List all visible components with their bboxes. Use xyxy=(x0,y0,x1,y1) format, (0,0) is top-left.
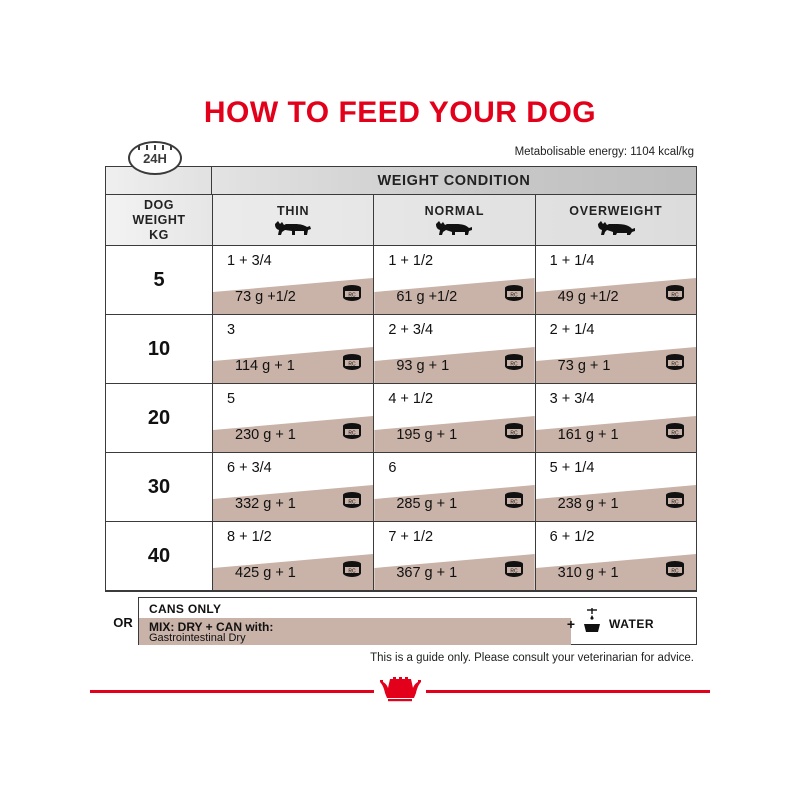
wet-amount: 230 g + 1 xyxy=(235,427,296,443)
energy-note: Metabolisable energy: 1104 kcal/kg xyxy=(514,146,694,158)
wet-amount: 161 g + 1 xyxy=(557,427,619,443)
svg-text:RC: RC xyxy=(348,430,356,437)
cell-normal xyxy=(374,246,535,314)
page-title: HOW TO FEED YOUR DOG xyxy=(203,96,597,129)
can-icon xyxy=(503,560,525,583)
svg-text:RC: RC xyxy=(510,430,518,437)
wet-amount: 425 g + 1 xyxy=(235,565,296,581)
dry-amount: 5 xyxy=(227,391,236,407)
row-weight: 40 xyxy=(106,522,213,590)
dry-amount: 2 + 3/4 xyxy=(388,322,434,338)
cell-thin xyxy=(213,315,374,383)
svg-text:RC: RC xyxy=(671,499,679,506)
dog-icon xyxy=(273,220,313,236)
weight-condition-header: WEIGHT CONDITION xyxy=(212,167,696,195)
can-icon xyxy=(341,491,363,514)
dry-amount: 1 + 1/4 xyxy=(549,253,595,269)
svg-text:RC: RC xyxy=(671,361,679,368)
wet-amount: 367 g + 1 xyxy=(396,565,458,581)
wet-amount: 285 g + 1 xyxy=(396,496,458,512)
dry-amount: 6 + 1/2 xyxy=(549,529,595,545)
can-icon xyxy=(503,422,525,445)
dry-amount: 7 + 1/2 xyxy=(388,529,434,545)
table-row xyxy=(106,384,696,453)
cell-overweight xyxy=(536,453,696,521)
water-bowl-icon xyxy=(581,608,603,639)
table-row xyxy=(106,315,696,384)
column-normal xyxy=(374,195,535,245)
water-group xyxy=(567,608,654,639)
can-icon xyxy=(664,284,686,307)
dry-amount: 3 + 3/4 xyxy=(549,391,595,407)
badge-ticks xyxy=(130,145,180,155)
cans-only-label: CANS ONLY xyxy=(149,602,222,616)
svg-text:RC: RC xyxy=(348,292,356,299)
dry-amount: 1 + 3/4 xyxy=(227,253,272,269)
can-icon xyxy=(341,560,363,583)
cell-normal xyxy=(374,453,535,521)
can-icon xyxy=(664,491,686,514)
cell-thin xyxy=(213,522,374,590)
svg-text:RC: RC xyxy=(510,292,518,299)
cell-normal xyxy=(374,315,535,383)
bottom-strip xyxy=(105,597,697,645)
table-row xyxy=(106,453,696,522)
dog-weight-line-3: KG xyxy=(149,227,169,242)
dry-amount: 3 xyxy=(227,322,236,338)
svg-text:RC: RC xyxy=(348,568,356,575)
guide-note: This is a guide only. Please consult your veterinarian for advice. xyxy=(370,652,694,664)
svg-text:RC: RC xyxy=(510,499,518,506)
royal-canin-crown-logo xyxy=(374,672,426,706)
svg-text:RC: RC xyxy=(348,499,356,506)
feeding-table xyxy=(105,166,697,592)
can-icon xyxy=(503,284,525,307)
svg-text:RC: RC xyxy=(671,430,679,437)
svg-text:RC: RC xyxy=(348,361,356,368)
can-icon xyxy=(341,422,363,445)
dry-amount: 8 + 1/2 xyxy=(227,529,272,545)
cell-overweight xyxy=(536,384,696,452)
mix-line-2: Gastrointestinal Dry xyxy=(149,632,246,644)
cell-thin xyxy=(213,384,374,452)
24h-badge xyxy=(128,141,182,175)
dry-amount: 4 + 1/2 xyxy=(388,391,434,407)
dog-weight-line-1: DOG xyxy=(144,197,174,212)
cell-overweight xyxy=(536,522,696,590)
plus-sign: + xyxy=(566,615,576,632)
cell-overweight xyxy=(536,315,696,383)
column-thin-label: THIN xyxy=(276,204,310,218)
column-normal-label: NORMAL xyxy=(424,204,485,218)
badge-label: 24H xyxy=(143,150,167,166)
dog-weight-line-2: WEIGHT xyxy=(132,212,186,227)
cell-normal xyxy=(374,522,535,590)
can-icon xyxy=(341,353,363,376)
row-weight: 20 xyxy=(106,384,213,452)
table-header-row xyxy=(106,167,696,195)
wet-amount: 310 g + 1 xyxy=(557,565,619,581)
can-icon xyxy=(341,284,363,307)
table-row xyxy=(106,522,696,591)
row-weight: 30 xyxy=(106,453,213,521)
svg-text:RC: RC xyxy=(671,568,679,575)
svg-text:RC: RC xyxy=(510,361,518,368)
can-icon xyxy=(503,353,525,376)
can-icon xyxy=(503,491,525,514)
svg-text:RC: RC xyxy=(671,292,679,299)
can-icon xyxy=(664,422,686,445)
table-subheader-row xyxy=(106,195,696,246)
can-icon xyxy=(664,560,686,583)
cell-thin xyxy=(213,246,374,314)
wet-amount: 49 g +1/2 xyxy=(557,289,619,305)
wet-amount: 73 g +1/2 xyxy=(235,289,296,305)
dry-amount: 2 + 1/4 xyxy=(549,322,595,338)
cell-thin xyxy=(213,453,374,521)
row-weight: 10 xyxy=(106,315,213,383)
dog-weight-header xyxy=(106,195,213,245)
table-row xyxy=(106,246,696,315)
wet-amount: 73 g + 1 xyxy=(557,358,611,374)
wet-amount: 61 g +1/2 xyxy=(396,289,458,305)
wet-amount: 195 g + 1 xyxy=(396,427,458,443)
mix-line-1: MIX: DRY + CAN with: xyxy=(149,620,274,634)
column-overweight-label: OVERWEIGHT xyxy=(569,204,663,218)
dog-icon xyxy=(434,220,474,236)
mix-box xyxy=(138,597,697,645)
water-label: WATER xyxy=(609,616,654,631)
dry-amount: 5 + 1/4 xyxy=(549,460,595,476)
wet-amount: 93 g + 1 xyxy=(396,358,450,374)
can-icon xyxy=(664,353,686,376)
dog-icon xyxy=(596,220,636,236)
dry-amount: 1 + 1/2 xyxy=(388,253,434,269)
dry-amount: 6 + 3/4 xyxy=(227,460,272,476)
column-overweight xyxy=(536,195,696,245)
cell-normal xyxy=(374,384,535,452)
cell-overweight xyxy=(536,246,696,314)
wet-amount: 114 g + 1 xyxy=(235,358,295,374)
svg-text:RC: RC xyxy=(510,568,518,575)
dry-amount: 6 xyxy=(388,460,397,476)
wet-amount: 332 g + 1 xyxy=(235,496,296,512)
wet-amount: 238 g + 1 xyxy=(557,496,619,512)
row-weight: 5 xyxy=(106,246,213,314)
column-thin xyxy=(213,195,374,245)
or-label: OR xyxy=(113,615,133,630)
